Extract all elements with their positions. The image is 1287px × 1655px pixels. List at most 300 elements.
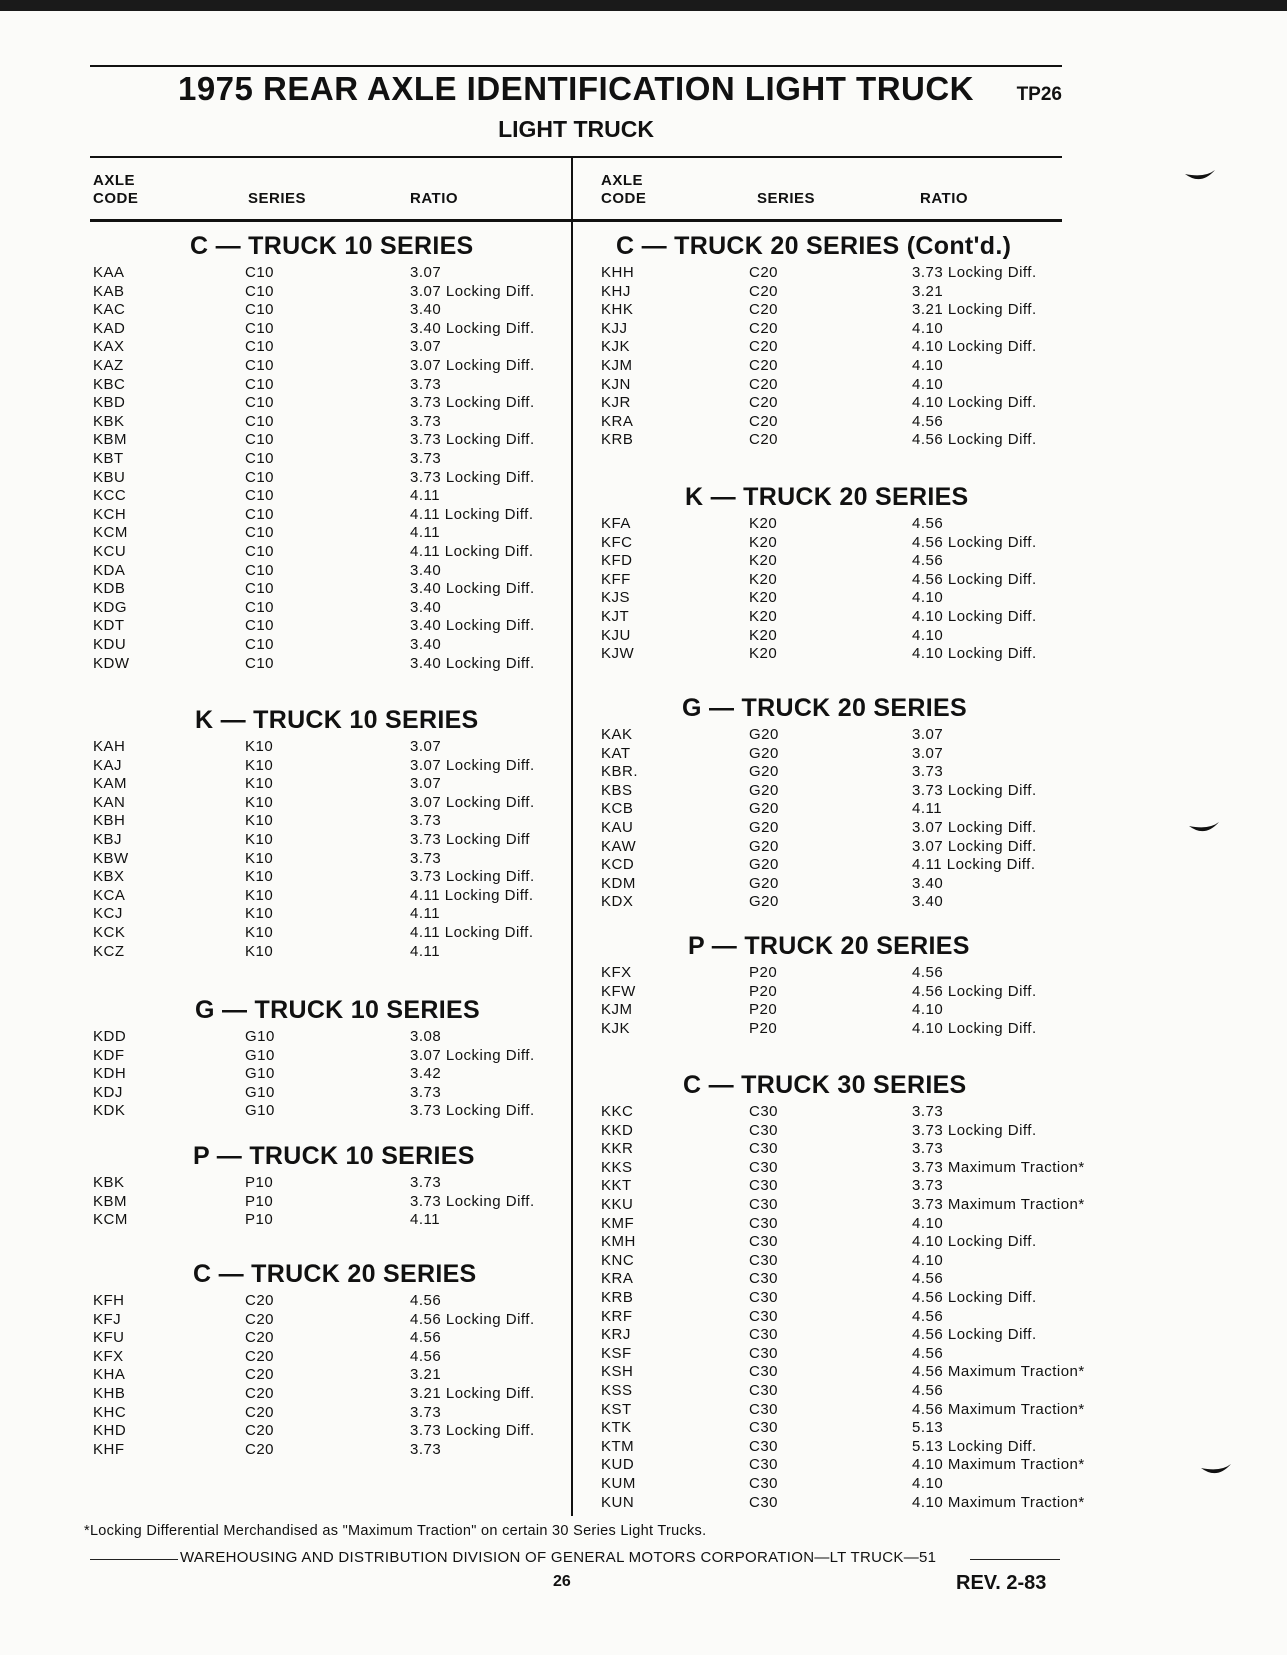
- ratio-cell: 3.40: [410, 561, 442, 579]
- axle-code-cell: KBW: [93, 849, 129, 867]
- axle-code-cell: KBH: [93, 812, 126, 830]
- axle-code-cell: KBM: [93, 1192, 128, 1210]
- axle-code-cell: KAX: [93, 338, 125, 356]
- code-label: CODE: [93, 190, 139, 207]
- series-cell: K10: [245, 738, 274, 755]
- series-cell: G20: [749, 874, 779, 892]
- axle-code-cell: KKT: [601, 1177, 632, 1195]
- series-cell: C10: [245, 357, 275, 374]
- table-row: [90, 943, 570, 962]
- table-row: [90, 1404, 570, 1423]
- series-cell: G20: [749, 856, 779, 874]
- series-cell: G10: [245, 1046, 275, 1064]
- table-row: [90, 1211, 570, 1230]
- table-row: [595, 1419, 1095, 1438]
- table-row: [90, 1065, 570, 1084]
- section-title: K — TRUCK 20 SERIES: [685, 483, 969, 511]
- series-cell: C30: [749, 1251, 779, 1269]
- ratio-cell: 3.73: [912, 763, 944, 781]
- table-row: [90, 1047, 570, 1066]
- table-row: [595, 571, 1095, 590]
- ratio-cell: 3.73 Locking Diff.: [410, 394, 535, 412]
- ratio-cell: 4.11: [410, 1211, 441, 1229]
- axle-code-cell: KDK: [93, 1102, 126, 1120]
- ratio-cell: 3.07: [410, 264, 442, 281]
- table-row: [595, 357, 1095, 376]
- axle-code-cell: KBS: [601, 781, 633, 799]
- series-cell: C10: [245, 319, 275, 337]
- series-cell: C30: [749, 1400, 779, 1418]
- axle-label: AXLE: [93, 172, 136, 189]
- series-cell: C30: [749, 1196, 779, 1213]
- ratio-cell: 4.56: [410, 1347, 442, 1365]
- table-row: [90, 794, 570, 813]
- axle-code-cell: KHB: [93, 1385, 126, 1402]
- footer-text: WAREHOUSING AND DISTRIBUTION DIVISION OF GENERAL MOTORS CORPORATION—LT TRUCK—51: [180, 1549, 937, 1566]
- axle-code-cell: KBX: [93, 868, 125, 886]
- scan-mark: [1199, 1462, 1233, 1480]
- table-row: [90, 264, 570, 283]
- ratio-cell: 3.21 Locking Diff.: [912, 301, 1037, 319]
- series-cell: P20: [749, 982, 778, 1000]
- series-cell: C30: [749, 1177, 779, 1195]
- axle-code-cell: KAD: [93, 319, 126, 337]
- table-row: [595, 1177, 1095, 1196]
- left-axle-column: [90, 232, 570, 1476]
- series-cell: P20: [749, 964, 778, 981]
- table-row: [595, 1159, 1095, 1178]
- axle-code-cell: KBM: [93, 431, 128, 449]
- table-row: [90, 1366, 570, 1385]
- table-row: [90, 301, 570, 320]
- ratio-cell: 4.10: [912, 1001, 944, 1019]
- page-subtitle: LIGHT TRUCK: [498, 116, 654, 142]
- ratio-cell: 4.56 Locking Diff.: [912, 982, 1037, 1000]
- axle-code-cell: KAN: [93, 793, 126, 811]
- series-cell: C20: [245, 1403, 275, 1421]
- axle-code-cell: KJW: [601, 645, 635, 663]
- series-cell: C30: [749, 1326, 779, 1344]
- ratio-cell: 3.73 Locking Diff.: [410, 868, 535, 886]
- table-row: [90, 812, 570, 831]
- table-row: [90, 636, 570, 655]
- ratio-cell: 3.40: [410, 636, 442, 653]
- table-row: [595, 283, 1095, 302]
- axle-code-cell: KDT: [93, 617, 125, 635]
- table-row: [90, 1441, 570, 1460]
- series-cell: G20: [749, 800, 779, 818]
- axle-code-cell: KDH: [93, 1065, 127, 1083]
- table-row: [90, 431, 570, 450]
- ratio-cell: 3.07: [410, 338, 442, 356]
- ratio-cell: 4.10: [912, 589, 944, 607]
- ratio-cell: 3.73 Maximum Traction*: [912, 1196, 1085, 1213]
- column-divider: [571, 156, 573, 1516]
- series-cell: C20: [245, 1310, 275, 1328]
- axle-code-cell: KCJ: [93, 905, 123, 923]
- ratio-cell: 4.56: [912, 515, 944, 532]
- series-cell: K10: [245, 942, 274, 960]
- section-title: C — TRUCK 20 SERIES (Cont'd.): [616, 232, 1012, 260]
- axle-code-cell: KAU: [601, 819, 634, 836]
- axle-code-cell: KBK: [93, 1174, 125, 1191]
- table-row: [90, 738, 570, 757]
- table-row: [595, 515, 1095, 534]
- series-cell: C10: [245, 450, 275, 467]
- table-row: [595, 1233, 1095, 1252]
- axle-code-cell: KCK: [93, 924, 126, 941]
- right-axle-header: [601, 172, 646, 208]
- ratio-cell: 4.11: [410, 942, 441, 960]
- axle-code-cell: KRJ: [601, 1326, 631, 1344]
- series-cell: C20: [749, 282, 779, 300]
- axle-code-cell: KCM: [93, 524, 128, 542]
- series-cell: C30: [749, 1103, 779, 1120]
- right-ratio-header: RATIO: [920, 190, 969, 207]
- axle-code-cell: KRA: [601, 412, 634, 430]
- section-title: G — TRUCK 20 SERIES: [682, 694, 967, 722]
- axle-code-cell: KBC: [93, 375, 126, 393]
- axle-code-cell: KKR: [601, 1140, 634, 1158]
- series-cell: C10: [245, 264, 275, 281]
- series-cell: C10: [245, 580, 275, 598]
- series-cell: C30: [749, 1289, 779, 1306]
- ratio-cell: 3.73 Locking Diff.: [912, 1121, 1037, 1139]
- series-cell: K20: [749, 552, 778, 570]
- ratio-cell: 4.56 Locking Diff.: [912, 1289, 1037, 1306]
- series-cell: K20: [749, 608, 778, 625]
- axle-code-cell: KUM: [601, 1475, 636, 1492]
- series-cell: C20: [245, 1440, 275, 1458]
- axle-code-cell: KFC: [601, 533, 633, 551]
- table-row: [595, 1020, 1095, 1039]
- series-cell: K10: [245, 868, 274, 886]
- series-cell: K10: [245, 756, 274, 774]
- ratio-cell: 3.73: [912, 1177, 944, 1195]
- table-row: [90, 450, 570, 469]
- ratio-cell: 3.07 Locking Diff.: [410, 357, 535, 374]
- footnote: *Locking Differential Merchandised as "Maximum Traction" on certain 30 Series Light Trucks.: [84, 1523, 707, 1539]
- ratio-cell: 3.40 Locking Diff.: [410, 319, 535, 337]
- axle-code-cell: KST: [601, 1400, 632, 1418]
- section-title: G — TRUCK 10 SERIES: [195, 996, 480, 1024]
- ratio-cell: 4.11: [410, 524, 441, 542]
- axle-code-cell: KJK: [601, 1019, 631, 1037]
- axle-code-cell: KFA: [601, 515, 631, 532]
- ratio-cell: 3.73 Locking Diff.: [410, 1422, 535, 1440]
- axle-code-cell: KBR.: [601, 763, 639, 781]
- ratio-cell: 4.10 Locking Diff.: [912, 645, 1037, 663]
- series-cell: C30: [749, 1121, 779, 1139]
- ratio-cell: 5.13: [912, 1419, 944, 1437]
- table-row: [595, 534, 1095, 553]
- table-row: [90, 1348, 570, 1367]
- axle-code-cell: KRB: [601, 431, 634, 449]
- revision-label: REV. 2-83: [956, 1572, 1047, 1594]
- table-row: [595, 1308, 1095, 1327]
- ratio-cell: 3.21 Locking Diff.: [410, 1385, 535, 1402]
- ratio-cell: 3.07 Locking Diff.: [912, 837, 1037, 855]
- table-row: [595, 1326, 1095, 1345]
- ratio-cell: 3.07 Locking Diff.: [410, 756, 535, 774]
- series-cell: C20: [749, 431, 779, 449]
- series-cell: C20: [749, 394, 779, 412]
- ratio-cell: 3.07: [410, 738, 442, 755]
- ratio-cell: 4.11: [410, 487, 441, 505]
- table-row: [595, 1494, 1095, 1513]
- axle-code-cell: KJS: [601, 589, 631, 607]
- table-row: [595, 394, 1095, 413]
- axle-code-cell: KHH: [601, 264, 635, 281]
- axle-code-cell: KHD: [93, 1422, 127, 1440]
- table-row: [90, 376, 570, 395]
- ratio-cell: 4.10 Locking Diff.: [912, 394, 1037, 412]
- ratio-cell: 4.11 Locking Diff.: [410, 505, 534, 523]
- ratio-cell: 3.73 Locking Diff.: [410, 431, 535, 449]
- table-row: [595, 800, 1095, 819]
- series-cell: C20: [245, 1347, 275, 1365]
- axle-code-cell: KFX: [601, 964, 632, 981]
- axle-label: AXLE: [601, 172, 644, 189]
- table-row: [90, 543, 570, 562]
- ratio-cell: 3.73: [912, 1140, 944, 1158]
- axle-code-cell: KDB: [93, 580, 126, 598]
- table-row: [90, 338, 570, 357]
- table-row: [90, 757, 570, 776]
- table-row: [90, 580, 570, 599]
- axle-code-cell: KFD: [601, 552, 633, 570]
- ratio-cell: 3.07: [410, 775, 442, 793]
- table-row: [90, 1329, 570, 1348]
- table-row: [595, 819, 1095, 838]
- section-title: C — TRUCK 20 SERIES: [193, 1260, 477, 1288]
- ratio-cell: 3.42: [410, 1065, 442, 1083]
- axle-code-cell: KFX: [93, 1347, 124, 1365]
- series-cell: P10: [245, 1211, 274, 1229]
- axle-code-cell: KAT: [601, 744, 631, 762]
- table-row: [595, 1252, 1095, 1271]
- series-cell: K20: [749, 570, 778, 588]
- series-cell: C10: [245, 412, 275, 430]
- table-row: [595, 1270, 1095, 1289]
- series-cell: K20: [749, 645, 778, 663]
- series-cell: C20: [749, 319, 779, 337]
- series-cell: G10: [245, 1028, 275, 1045]
- series-cell: C30: [749, 1344, 779, 1362]
- axle-code-cell: KDX: [601, 893, 634, 911]
- series-cell: G20: [749, 819, 779, 836]
- series-cell: C10: [245, 375, 275, 393]
- ratio-cell: 3.73: [410, 812, 442, 830]
- scan-mark: [1187, 820, 1221, 838]
- ratio-cell: 3.21: [912, 282, 944, 300]
- series-cell: C20: [749, 375, 779, 393]
- axle-code-cell: KDA: [93, 561, 126, 579]
- series-cell: C10: [245, 654, 275, 672]
- table-row: [595, 431, 1095, 450]
- ratio-cell: 3.73 Locking Diff.: [912, 781, 1037, 799]
- series-cell: P10: [245, 1192, 274, 1210]
- ratio-cell: 4.10 Locking Diff.: [912, 338, 1037, 356]
- table-row: [90, 413, 570, 432]
- axle-code-cell: KJN: [601, 375, 631, 393]
- page-title: 1975 REAR AXLE IDENTIFICATION LIGHT TRUCK: [177, 70, 975, 107]
- title-code: TP26: [1016, 84, 1062, 105]
- table-row: [595, 413, 1095, 432]
- series-cell: C20: [245, 1422, 275, 1440]
- series-cell: K10: [245, 886, 274, 904]
- table-row: [595, 264, 1095, 283]
- axle-code-cell: KUN: [601, 1493, 635, 1511]
- axle-code-cell: KTK: [601, 1419, 632, 1437]
- series-cell: K10: [245, 905, 274, 923]
- axle-code-cell: KCU: [93, 543, 127, 560]
- axle-code-cell: KAH: [93, 738, 126, 755]
- table-row: [595, 763, 1095, 782]
- table-row: [595, 1363, 1095, 1382]
- ratio-cell: 3.07 Locking Diff.: [912, 819, 1037, 836]
- axle-code-cell: KAW: [601, 837, 637, 855]
- axle-code-cell: KFH: [93, 1292, 125, 1309]
- axle-code-cell: KFJ: [93, 1310, 122, 1328]
- table-row: [90, 1102, 570, 1121]
- table-row: [90, 562, 570, 581]
- table-row: [90, 775, 570, 794]
- table-row: [595, 1438, 1095, 1457]
- ratio-cell: 4.10 Maximum Traction*: [912, 1493, 1085, 1511]
- axle-code-cell: KMF: [601, 1214, 635, 1232]
- series-cell: C30: [749, 1363, 779, 1381]
- footer-right-dash: [970, 1559, 1060, 1560]
- series-cell: C30: [749, 1233, 779, 1251]
- header-top-rule: [90, 156, 1062, 158]
- series-cell: C10: [245, 468, 275, 486]
- table-row: [90, 850, 570, 869]
- axle-code-cell: KDU: [93, 636, 127, 653]
- axle-code-cell: KCA: [93, 886, 126, 904]
- axle-code-cell: KHA: [93, 1366, 126, 1384]
- axle-code-cell: KJU: [601, 626, 631, 644]
- series-cell: C10: [245, 598, 275, 616]
- series-cell: C30: [749, 1437, 779, 1455]
- table-row: [90, 283, 570, 302]
- ratio-cell: 4.10 Locking Diff.: [912, 608, 1037, 625]
- ratio-cell: 3.73 Locking Diff.: [410, 1192, 535, 1210]
- series-cell: G10: [245, 1102, 275, 1120]
- axle-code-cell: KAK: [601, 726, 633, 743]
- ratio-cell: 3.73 Locking Diff.: [912, 264, 1037, 281]
- axle-code-cell: KCM: [93, 1211, 128, 1229]
- series-cell: K20: [749, 533, 778, 551]
- ratio-cell: 4.10: [912, 1475, 944, 1492]
- table-row: [595, 1001, 1095, 1020]
- ratio-cell: 4.56 Locking Diff.: [912, 570, 1037, 588]
- axle-code-cell: KBU: [93, 468, 126, 486]
- footer-left-dash: [90, 1559, 178, 1560]
- table-row: [90, 1311, 570, 1330]
- axle-code-cell: KBJ: [93, 831, 123, 848]
- table-row: [90, 924, 570, 943]
- table-row: [90, 1084, 570, 1103]
- series-cell: C20: [245, 1385, 275, 1402]
- table-row: [595, 745, 1095, 764]
- axle-code-cell: KCB: [601, 800, 634, 818]
- axle-code-cell: KAZ: [93, 357, 124, 374]
- series-cell: C10: [245, 617, 275, 635]
- series-cell: C20: [749, 412, 779, 430]
- ratio-cell: 3.07 Locking Diff.: [410, 793, 535, 811]
- ratio-cell: 3.73: [410, 1440, 442, 1458]
- ratio-cell: 4.10: [912, 626, 944, 644]
- table-row: [90, 357, 570, 376]
- series-cell: K10: [245, 849, 274, 867]
- ratio-cell: 3.73: [410, 450, 442, 467]
- table-row: [90, 1292, 570, 1311]
- ratio-cell: 4.56 Locking Diff.: [912, 431, 1037, 449]
- ratio-cell: 3.07 Locking Diff.: [410, 282, 535, 300]
- series-cell: K10: [245, 831, 274, 848]
- ratio-cell: 4.56 Maximum Traction*: [912, 1400, 1085, 1418]
- table-row: [595, 376, 1095, 395]
- series-cell: C30: [749, 1158, 779, 1176]
- page-title-block: [90, 70, 1062, 114]
- table-row: [595, 608, 1095, 627]
- left-axle-header: [93, 172, 138, 208]
- series-cell: C10: [245, 487, 275, 505]
- ratio-cell: 4.56: [410, 1329, 442, 1347]
- axle-code-cell: KAM: [93, 775, 128, 793]
- table-row: [595, 1215, 1095, 1234]
- ratio-cell: 3.73: [410, 1174, 442, 1191]
- ratio-cell: 3.40 Locking Diff.: [410, 654, 535, 672]
- table-row: [90, 487, 570, 506]
- ratio-cell: 3.07: [912, 744, 944, 762]
- series-cell: G20: [749, 726, 779, 743]
- table-row: [595, 838, 1095, 857]
- table-row: [595, 856, 1095, 875]
- axle-code-cell: KNC: [601, 1251, 635, 1269]
- series-cell: C10: [245, 505, 275, 523]
- series-cell: P20: [749, 1019, 778, 1037]
- ratio-cell: 3.73: [410, 849, 442, 867]
- table-row: [595, 875, 1095, 894]
- table-row: [595, 964, 1095, 983]
- series-cell: C10: [245, 301, 275, 319]
- table-row: [90, 868, 570, 887]
- series-cell: C20: [245, 1292, 275, 1309]
- series-cell: C10: [245, 282, 275, 300]
- series-cell: C20: [749, 264, 779, 281]
- ratio-cell: 4.10: [912, 1214, 944, 1232]
- ratio-cell: 3.40 Locking Diff.: [410, 617, 535, 635]
- table-row: [595, 1289, 1095, 1308]
- axle-code-cell: KHK: [601, 301, 634, 319]
- axle-code-cell: KJK: [601, 338, 631, 356]
- section-title: K — TRUCK 10 SERIES: [195, 706, 479, 734]
- axle-code-cell: KDD: [93, 1028, 127, 1045]
- axle-code-cell: KDF: [93, 1046, 125, 1064]
- axle-code-cell: KHC: [93, 1403, 127, 1421]
- left-series-header: SERIES: [248, 190, 307, 207]
- axle-code-cell: KHF: [93, 1440, 125, 1458]
- left-ratio-header: RATIO: [410, 190, 459, 207]
- right-axle-column: [595, 232, 1095, 1516]
- ratio-cell: 4.56: [912, 964, 944, 981]
- axle-code-cell: KCZ: [93, 942, 125, 960]
- series-cell: C10: [245, 524, 275, 542]
- series-cell: C10: [245, 338, 275, 356]
- table-row: [595, 983, 1095, 1002]
